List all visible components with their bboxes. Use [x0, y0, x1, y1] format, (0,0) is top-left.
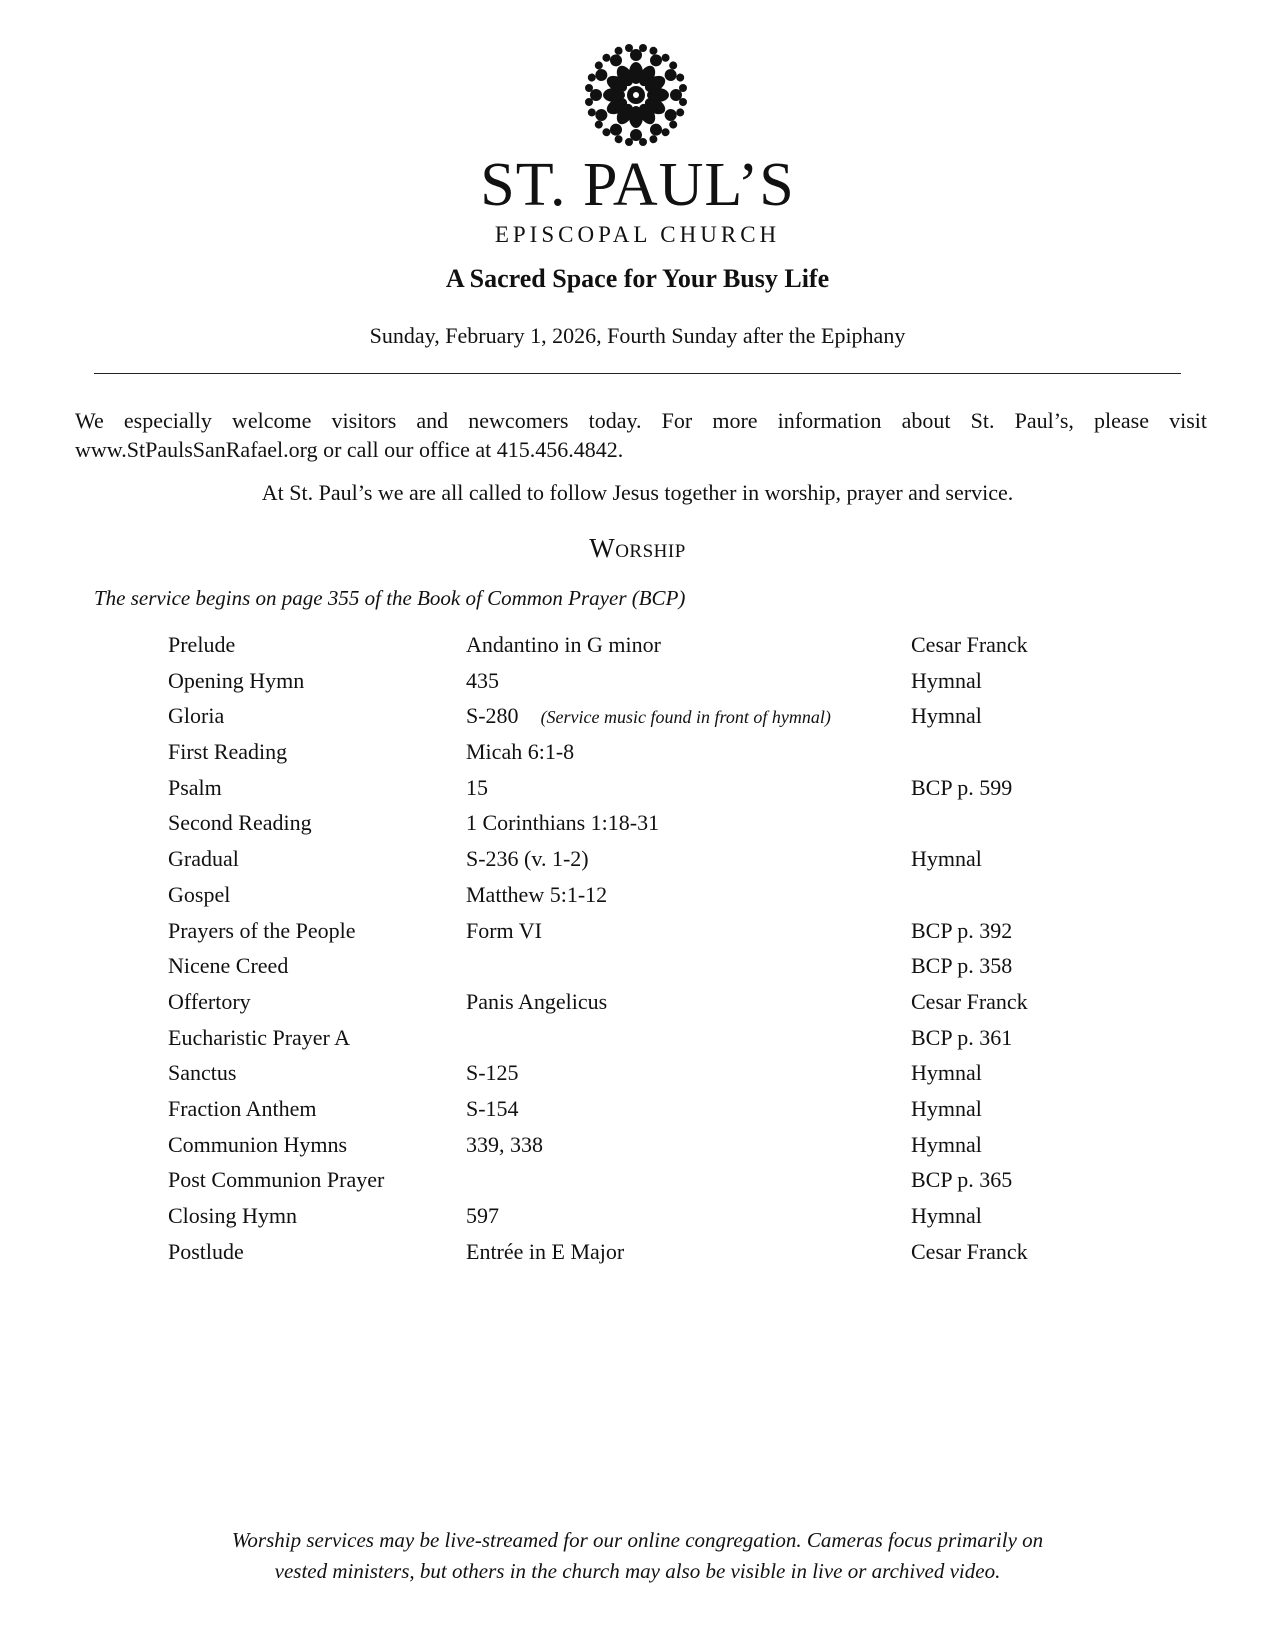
service-detail-cell	[466, 1130, 543, 1160]
service-part: Fraction Anthem	[168, 1095, 317, 1121]
service-row	[168, 701, 1168, 737]
service-source: Hymnal	[911, 1203, 982, 1228]
service-row	[168, 1023, 1168, 1059]
service-part: Offertory	[168, 988, 251, 1014]
service-row	[168, 987, 1168, 1023]
service-source: BCP p. 358	[911, 953, 1013, 979]
rose-window-icon	[581, 40, 691, 150]
service-detail-cell	[466, 630, 661, 660]
service-row	[168, 1130, 1168, 1166]
service-part: Prelude	[168, 632, 236, 657]
service-part: Sanctus	[168, 1060, 237, 1086]
service-row	[168, 737, 1168, 773]
service-detail-cell	[466, 1237, 624, 1267]
service-detail: 1 Corinthians 1:18-31	[466, 810, 660, 836]
service-detail: Andantino in G minor	[466, 632, 661, 657]
service-row	[168, 844, 1168, 880]
divider	[94, 373, 1181, 374]
service-note: The service begins on page 355 of the Book of Common Prayer (BCP)	[94, 586, 686, 610]
service-detail: 435	[466, 667, 499, 693]
tagline: A Sacred Space for Your Busy Life	[445, 264, 830, 293]
service-detail-cell	[466, 737, 574, 767]
service-detail: Entrée in E Major	[466, 1238, 625, 1264]
service-detail: 15	[466, 774, 488, 800]
service-part: Post Communion Prayer	[168, 1167, 385, 1193]
service-part: Gradual	[168, 846, 239, 872]
service-detail: Matthew 5:1-12	[466, 881, 608, 907]
worship-heading: Worship	[589, 533, 686, 563]
service-row	[168, 1201, 1168, 1237]
service-part: Communion Hymns	[168, 1131, 348, 1157]
service-row	[168, 916, 1168, 952]
service-source: Cesar Franck	[911, 988, 1028, 1014]
service-part: Second Reading	[168, 810, 312, 836]
service-detail-cell	[466, 987, 607, 1017]
service-source: Hymnal	[911, 703, 982, 729]
service-row	[168, 880, 1168, 916]
service-detail-cell	[466, 1058, 519, 1088]
service-part: Psalm	[168, 774, 222, 800]
service-detail: 339, 338	[466, 1131, 543, 1157]
church-name: ST. PAUL’S	[480, 151, 795, 219]
service-detail-cell	[466, 844, 589, 874]
service-part: Gloria	[168, 703, 225, 729]
service-detail-cell	[466, 666, 499, 696]
service-source: BCP p. 365	[911, 1167, 1013, 1193]
service-row	[168, 666, 1168, 702]
service-detail-cell	[466, 916, 542, 946]
order-of-service	[168, 630, 1168, 1272]
service-part: Prayers of the People	[168, 917, 356, 943]
service-part: Gospel	[168, 881, 231, 907]
service-part: Closing Hymn	[168, 1203, 297, 1228]
service-source: Hymnal	[911, 667, 982, 693]
service-source: Cesar Franck	[911, 1238, 1028, 1264]
service-part: Opening Hymn	[168, 667, 305, 693]
welcome-paragraph: We especially welcome visitors and newcomers today. For more information about St. Paul’s, please visit www.StPaulsSanRafael.org or call our office at 415.456.4842.	[75, 408, 1207, 462]
service-detail: 597	[466, 1203, 499, 1228]
service-part: Postlude	[168, 1238, 244, 1264]
service-detail-note: (Service music found in front of hymnal)	[540, 707, 831, 728]
service-detail: S-280	[466, 703, 519, 729]
livestream-notice-line2: vested ministers, but others in the church may also be visible in live or archived video.	[274, 1559, 1001, 1583]
service-detail-cell	[466, 701, 831, 732]
service-source: Cesar Franck	[911, 632, 1028, 657]
service-detail-cell	[466, 880, 607, 910]
service-source: Hymnal	[911, 1060, 982, 1086]
service-source: BCP p. 392	[911, 917, 1013, 943]
service-source: Hymnal	[911, 846, 982, 872]
service-row	[168, 808, 1168, 844]
service-row	[168, 773, 1168, 809]
service-source: BCP p. 361	[911, 1024, 1013, 1050]
service-part: Eucharistic Prayer A	[168, 1024, 351, 1050]
service-part: Nicene Creed	[168, 953, 289, 979]
service-source: Hymnal	[911, 1131, 982, 1157]
service-part: First Reading	[168, 739, 288, 765]
church-subtitle: EPISCOPAL CHURCH	[494, 222, 781, 247]
service-detail: S-236 (v. 1-2)	[466, 846, 589, 872]
service-detail: Form VI	[466, 917, 542, 943]
service-detail: Micah 6:1-8	[466, 739, 575, 765]
service-row	[168, 630, 1168, 666]
service-row	[168, 1165, 1168, 1201]
service-detail-cell	[466, 773, 488, 803]
service-row	[168, 1094, 1168, 1130]
service-source: Hymnal	[911, 1095, 982, 1121]
service-source: BCP p. 599	[911, 774, 1013, 800]
service-detail: Panis Angelicus	[466, 988, 608, 1014]
service-detail: S-125	[466, 1060, 519, 1086]
service-detail-cell	[466, 1094, 519, 1124]
livestream-notice	[0, 1525, 1275, 1587]
service-detail-cell	[466, 1201, 499, 1231]
service-detail-cell	[466, 808, 659, 838]
livestream-notice-line1: Worship services may be live-streamed for our online congregation. Cameras focus primarily on	[231, 1528, 1044, 1552]
service-detail: S-154	[466, 1095, 519, 1121]
mission-statement: At St. Paul’s we are all called to follow Jesus together in worship, prayer and service.	[261, 480, 1014, 505]
service-row	[168, 951, 1168, 987]
service-date: Sunday, February 1, 2026, Fourth Sunday after the Epiphany	[369, 323, 906, 348]
service-row	[168, 1237, 1168, 1273]
service-row	[168, 1058, 1168, 1094]
